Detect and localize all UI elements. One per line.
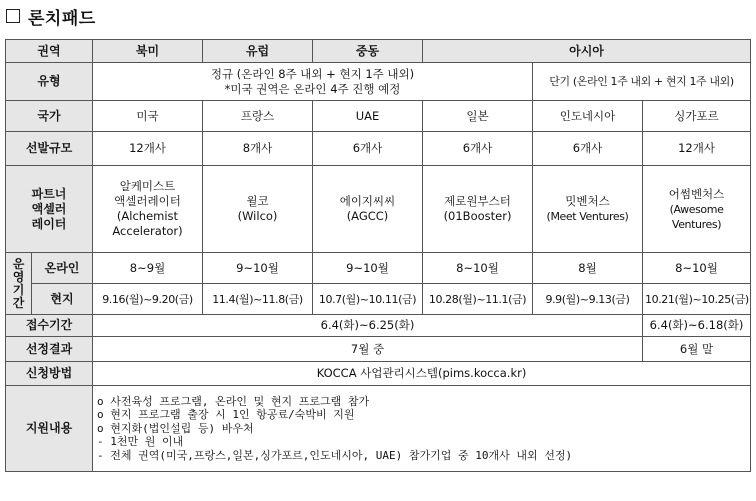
country-cell: 미국 [93, 101, 203, 132]
local-cell: 10.21(월)~10.25(금) [643, 284, 751, 315]
country-cell: 싱가포르 [643, 101, 751, 132]
partner-cell [313, 166, 423, 253]
support-line: - 1천만 원 이내 [97, 435, 184, 449]
method-row [6, 362, 751, 386]
scale-row [6, 132, 751, 166]
partner-line: 제로원부스터 [444, 194, 511, 208]
region-asia: 아시아 [423, 40, 751, 63]
partner-label [6, 166, 93, 253]
online-cell: 9~10월 [313, 253, 423, 284]
application-period-main: 6.4(화)~6.25(화) [93, 315, 643, 337]
online-cell: 9~10월 [203, 253, 313, 284]
partner-line: (01Booster) [443, 209, 512, 223]
result-singapore: 6월 말 [643, 337, 751, 362]
partner-cell [203, 166, 313, 253]
partner-line: (Awesome Ventures) [669, 202, 724, 231]
support-content [93, 386, 751, 472]
type-row [6, 63, 751, 101]
page-title-text: 론치패드 [28, 8, 96, 29]
partner-line: 밋벤처스 [565, 194, 610, 208]
type-short: 단기 (온라인 1주 내외 + 현지 1주 내외) [533, 63, 751, 101]
partner-line: (AGCC) [346, 209, 389, 223]
scale-cell: 6개사 [533, 132, 643, 166]
partner-row [6, 166, 751, 253]
type-regular [93, 63, 533, 101]
result-label: 선정결과 [6, 337, 93, 362]
partner-line: 어썸벤처스 [668, 186, 725, 201]
support-line: - 전체 권역(미국,프랑스,일본,싱가포르,인도네시아, UAE) 참가기업 중 10개사 내외 선정) [97, 448, 573, 462]
type-regular-line1: 정규 (온라인 8주 내외 + 현지 1주 내외) [210, 66, 415, 81]
partner-cell [643, 166, 751, 253]
support-label: 지원내용 [6, 386, 93, 472]
local-cell: 9.16(월)~9.20(금) [93, 284, 203, 315]
scale-cell: 12개사 [93, 132, 203, 166]
local-cell: 10.7(월)~10.11(금) [313, 284, 423, 315]
region-europe: 유럽 [203, 40, 313, 63]
partner-line: 윌코 [246, 194, 269, 208]
local-label: 현지 [32, 284, 93, 315]
country-cell: 인도네시아 [533, 101, 643, 132]
country-cell: 일본 [423, 101, 533, 132]
checkbox-square-icon [6, 9, 20, 23]
partner-label-line: 액셀러 [31, 201, 67, 216]
partner-cell [423, 166, 533, 253]
scale-cell: 6개사 [313, 132, 423, 166]
method-value: KOCCA 사업관리시스템(pims.kocca.kr) [93, 362, 751, 386]
application-period-label: 접수기간 [6, 315, 93, 337]
partner-line: 알케미스트 [119, 179, 176, 193]
application-period-singapore: 6.4(화)~6.18(화) [643, 315, 751, 337]
partner-label-line: 레이터 [31, 216, 67, 231]
online-cell: 8월 [533, 253, 643, 284]
scale-cell: 6개사 [423, 132, 533, 166]
page-title [6, 3, 96, 29]
online-cell: 8~10월 [643, 253, 751, 284]
partner-line: Accelerator) [112, 224, 183, 238]
support-line: o 현지화(법인설립 등) 바우처 [97, 421, 254, 435]
region-label: 권역 [6, 40, 93, 63]
support-row [6, 386, 751, 472]
partner-label-line: 파트너 [31, 186, 67, 201]
country-cell: UAE [313, 101, 423, 132]
type-regular-line2: *미국 권역은 온라인 4주 진행 예정 [224, 81, 401, 96]
partner-line: (Meet Ventures) [546, 210, 629, 223]
application-period-row [6, 315, 751, 337]
region-north-america: 북미 [93, 40, 203, 63]
country-row [6, 101, 751, 132]
region-middle-east: 중동 [313, 40, 423, 63]
online-cell: 8~9월 [93, 253, 203, 284]
partner-cell [93, 166, 203, 253]
region-row [6, 40, 751, 63]
partner-line: 에이지씨씨 [339, 194, 396, 208]
partner-line: (Alchemist [116, 209, 179, 223]
type-label: 유형 [6, 63, 93, 101]
online-row [6, 253, 751, 284]
country-label: 국가 [6, 101, 93, 132]
scale-cell: 8개사 [203, 132, 313, 166]
partner-line: (Wilco) [237, 209, 278, 223]
method-label: 신청방법 [6, 362, 93, 386]
result-main: 7월 중 [93, 337, 643, 362]
result-row [6, 337, 751, 362]
local-cell: 9.9(월)~9.13(금) [533, 284, 643, 315]
partner-cell [533, 166, 643, 253]
local-cell: 11.4(월)~11.8(금) [203, 284, 313, 315]
launchpad-info-table [5, 39, 751, 472]
online-cell: 8~10월 [423, 253, 533, 284]
partner-line: 액셀러레이터 [114, 194, 181, 208]
country-cell: 프랑스 [203, 101, 313, 132]
scale-label: 선발규모 [6, 132, 93, 166]
support-line: o 사전육성 프로그램, 온라인 및 현지 프로그램 참가 [97, 394, 370, 408]
operation-label: 운 영 기 간 [6, 253, 32, 315]
local-row [6, 284, 751, 315]
local-cell: 10.28(월)~11.1(금) [423, 284, 533, 315]
online-label: 온라인 [32, 253, 93, 284]
support-line: o 현지 프로그램 출장 시 1인 항공료/숙박비 지원 [97, 408, 355, 422]
scale-cell: 12개사 [643, 132, 751, 166]
